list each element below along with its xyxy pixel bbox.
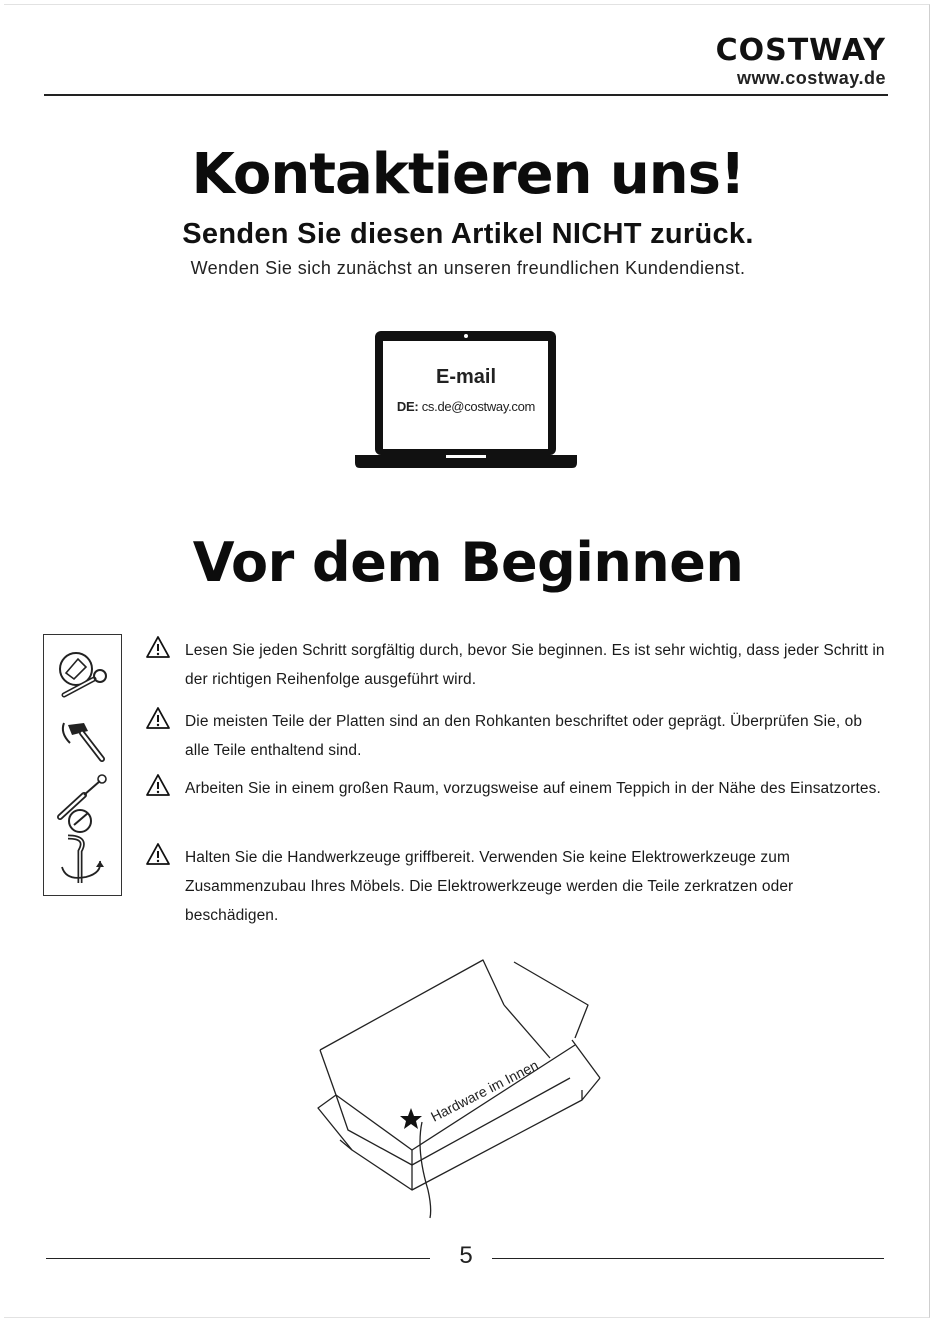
warning-item-4	[145, 842, 895, 932]
box-label: Hardware im Innen	[428, 1056, 541, 1125]
header-divider	[44, 94, 888, 96]
warning-item-1	[145, 635, 895, 695]
brand-website: www.costway.de	[736, 68, 886, 88]
wrench-icon	[44, 643, 121, 705]
brand-logo: COSTWAY	[715, 33, 886, 68]
warning-text-3: Arbeiten Sie in einem großen Raum, vorzugsweise auf einem Teppich in der Nähe des Einsatzortes.	[185, 780, 881, 797]
box-illustration	[300, 950, 620, 1225]
open-box-icon	[300, 950, 620, 1225]
warning-text-2: Die meisten Teile der Platten sind an den Rohkanten beschriftet oder geprägt. Überprüfen Sie, ob alle Teile enthaltend sind.	[185, 713, 863, 759]
brand-block	[715, 33, 886, 89]
warning-item-3	[145, 773, 895, 833]
screwdriver-icon	[44, 773, 121, 833]
email-address: cs.de@costway.com	[421, 399, 536, 414]
warning-triangle-icon	[145, 842, 171, 866]
before-title: Vor dem Beginnen	[192, 531, 744, 594]
tool-panel	[43, 634, 122, 896]
warning-triangle-icon	[145, 635, 171, 659]
email-line	[354, 399, 578, 414]
warning-item-2	[145, 706, 895, 766]
warning-triangle-icon	[145, 773, 171, 797]
warning-text-4: Halten Sie die Handwerkzeuge griffbereit. Verwenden Sie keine Elektrowerkzeuge zum Zusammenzubau Ihres Möbels. Die Elektrowerkzeuge werden die Teile zerkratzen oder beschädigen.	[185, 849, 794, 924]
warning-text-1: Lesen Sie jeden Schritt sorgfältig durch, bevor Sie beginnen. Es ist sehr wichtig, dass jeder Schritt in der richtigen Reihenfolge ausgeführt wird.	[185, 642, 885, 688]
email-country-label: DE:	[396, 399, 419, 414]
allen-key-icon	[44, 831, 121, 893]
page-number: 5	[459, 1242, 473, 1269]
email-heading: E-mail	[435, 366, 497, 388]
contact-subtitle: Senden Sie diesen Artikel NICHT zurück.	[182, 218, 754, 250]
footer-divider-left	[46, 1258, 430, 1259]
footer-divider-right	[492, 1258, 884, 1259]
hammer-icon	[44, 713, 121, 771]
contact-note: Wenden Sie sich zunächst an unseren freundlichen Kundendienst.	[190, 258, 746, 278]
contact-title: Kontaktieren uns!	[191, 142, 745, 207]
warning-triangle-icon	[145, 706, 171, 730]
laptop-illustration	[354, 329, 578, 471]
